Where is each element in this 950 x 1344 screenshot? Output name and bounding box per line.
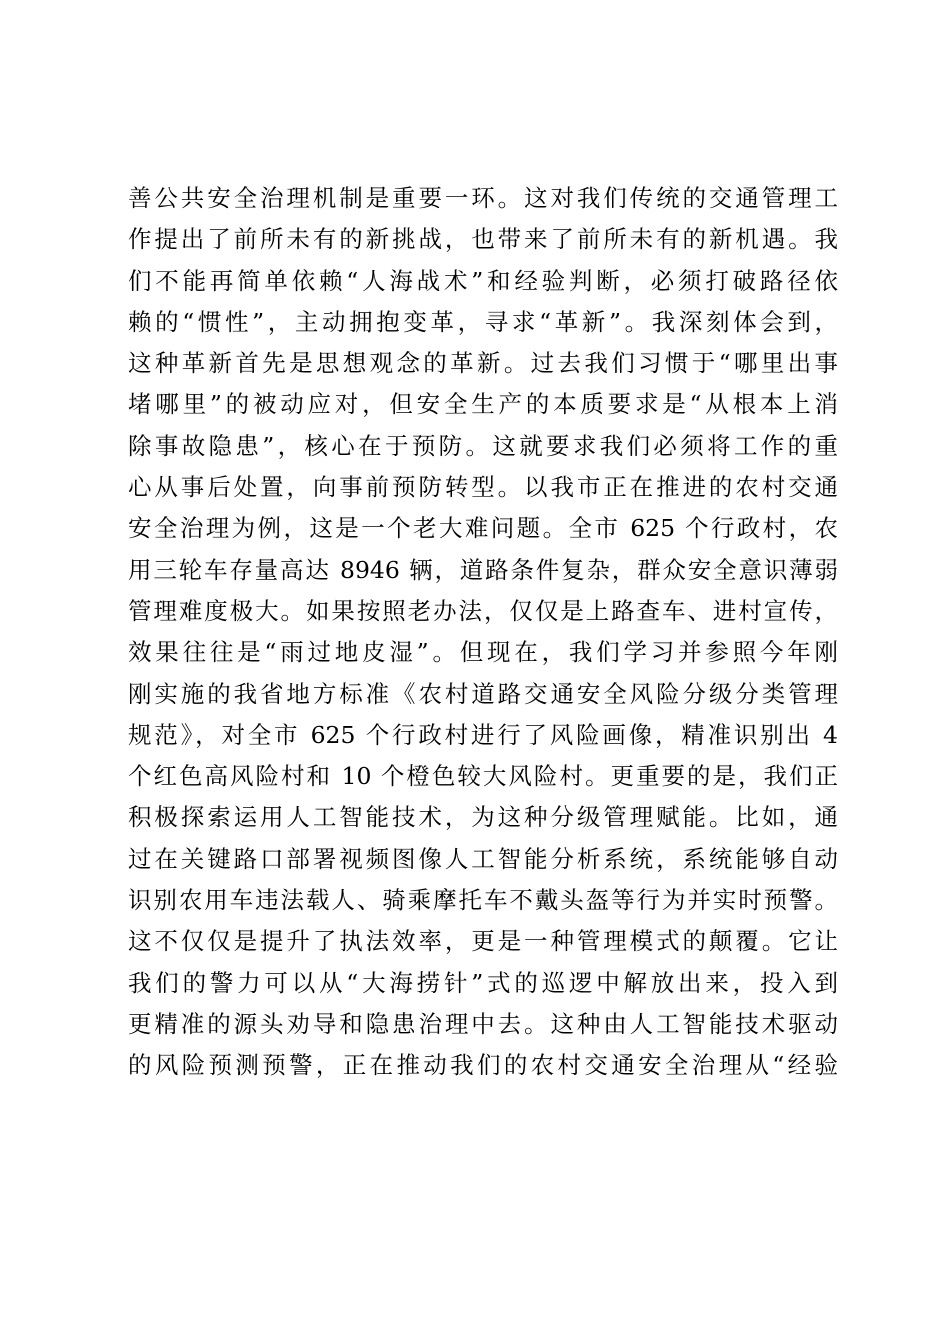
text-line: 心从事后处置，向事前预防转型。以我市正在推进的农村交通: [128, 473, 838, 502]
text-line: 更精准的源头劝导和隐患治理中去。这种由人工智能技术驱动: [128, 1009, 838, 1038]
text-line: 规范》，对全市 625 个行政村进行了风险画像，精准识别出 4: [128, 720, 838, 749]
text-line: 个红色高风险村和 10 个橙色较大风险村。更重要的是，我们正: [128, 762, 838, 791]
text-line: 这不仅仅是提升了执法效率，更是一种管理模式的颠覆。它让: [128, 927, 838, 956]
body-paragraph: [128, 178, 838, 1087]
text-line: 堵哪里”的被动应对，但安全生产的本质要求是“从根本上消: [128, 390, 838, 419]
text-line: 的风险预测预警，正在推动我们的农村交通安全治理从“经验: [128, 1051, 838, 1080]
text-line: 积极探索运用人工智能技术，为这种分级管理赋能。比如，通: [128, 803, 838, 832]
text-line: 效果往往是“雨过地皮湿”。但现在，我们学习并参照今年刚: [128, 638, 838, 667]
text-line: 们不能再简单依赖“人海战术”和经验判断，必须打破路径依: [128, 266, 838, 295]
text-line: 管理难度极大。如果按照老办法，仅仅是上路查车、进村宣传，: [128, 596, 838, 625]
text-line: 作提出了前所未有的新挑战，也带来了前所未有的新机遇。我: [128, 225, 838, 254]
text-line: 用三轮车存量高达 8946 辆，道路条件复杂，群众安全意识薄弱: [128, 555, 838, 584]
text-line: 这种革新首先是思想观念的革新。过去我们习惯于“哪里出事: [128, 349, 838, 378]
text-line: 赖的“惯性”，主动拥抱变革，寻求“革新”。我深刻体会到，: [128, 307, 838, 336]
text-line: 过在关键路口部署视频图像人工智能分析系统，系统能够自动: [128, 844, 838, 873]
text-line: 除事故隐患”，核心在于预防。这就要求我们必须将工作的重: [128, 431, 838, 460]
text-line: 我们的警力可以从“大海捞针”式的巡逻中解放出来，投入到: [128, 968, 838, 997]
text-line: 识别农用车违法载人、骑乘摩托车不戴头盔等行为并实时预警。: [128, 886, 838, 915]
text-line: 善公共安全治理机制是重要一环。这对我们传统的交通管理工: [128, 184, 838, 212]
text-line: 安全治理为例，这是一个老大难问题。全市 625 个行政村，农: [128, 514, 838, 543]
text-line: 刚实施的我省地方标准《农村道路交通安全风险分级分类管理: [128, 679, 838, 708]
